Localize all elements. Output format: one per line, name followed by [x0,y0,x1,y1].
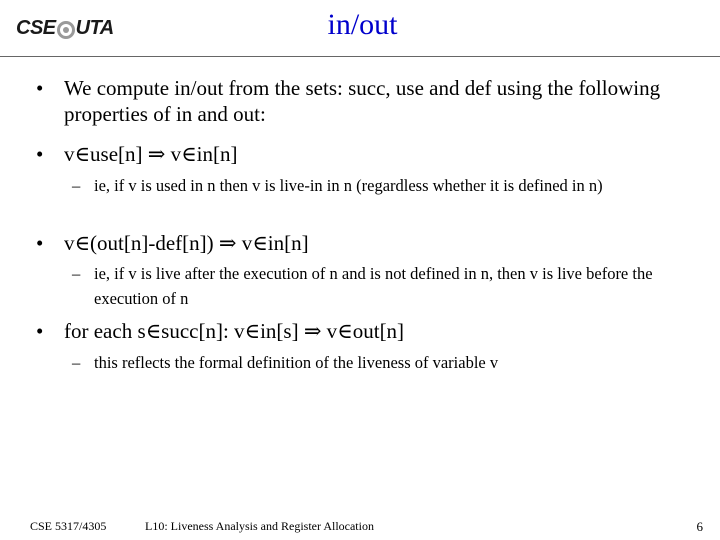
bullet-marker: • [36,319,44,343]
bullet-text: v∈(out[n]-def[n]) ⇒ v∈in[n] [64,231,309,255]
cse-uta-logo [16,17,114,40]
page-number: 6 [696,519,703,534]
bullet-marker: • [36,76,44,100]
sub-bullet-text: ie, if v is used in n then v is live-in in n (regardless whether it is defined in n) [94,176,603,195]
title-divider [0,56,720,57]
logo-cse-text: CSE [16,17,56,39]
bullet-text: v∈use[n] ⇒ v∈in[n] [64,142,238,166]
bullet-item [36,75,684,127]
sub-bullet-item [72,350,694,375]
bullet-item [36,230,684,256]
sub-bullet-marker: – [72,353,81,372]
footer-lecture-title: L10: Liveness Analysis and Register Allocation [145,519,374,533]
sub-bullet-item [72,261,694,311]
sub-bullet-marker: – [72,264,81,283]
sub-bullet-text: this reflects the formal definition of the liveness of variable v [94,353,499,372]
logo-uta-text: UTA [75,17,114,39]
bullet-marker: • [36,231,44,255]
footer-course: CSE 5317/4305 [30,519,107,533]
slide-title: in/out [327,8,398,41]
sub-bullet-item [72,173,694,198]
bullet-item [36,141,684,167]
bullet-marker: • [36,142,44,166]
sub-bullet-text: ie, if v is live after the execution of n and is not defined in n, then v is live before the execution of n [94,264,653,308]
bullet-text: for each s∈succ[n]: v∈in[s] ⇒ v∈out[n] [64,319,405,343]
sub-bullet-marker: – [72,176,81,195]
bullet-text: We compute in/out from the sets: succ, use and def using the following properties of in and out: [64,76,661,126]
logo-at-icon [57,21,75,39]
bullet-item [36,318,684,344]
